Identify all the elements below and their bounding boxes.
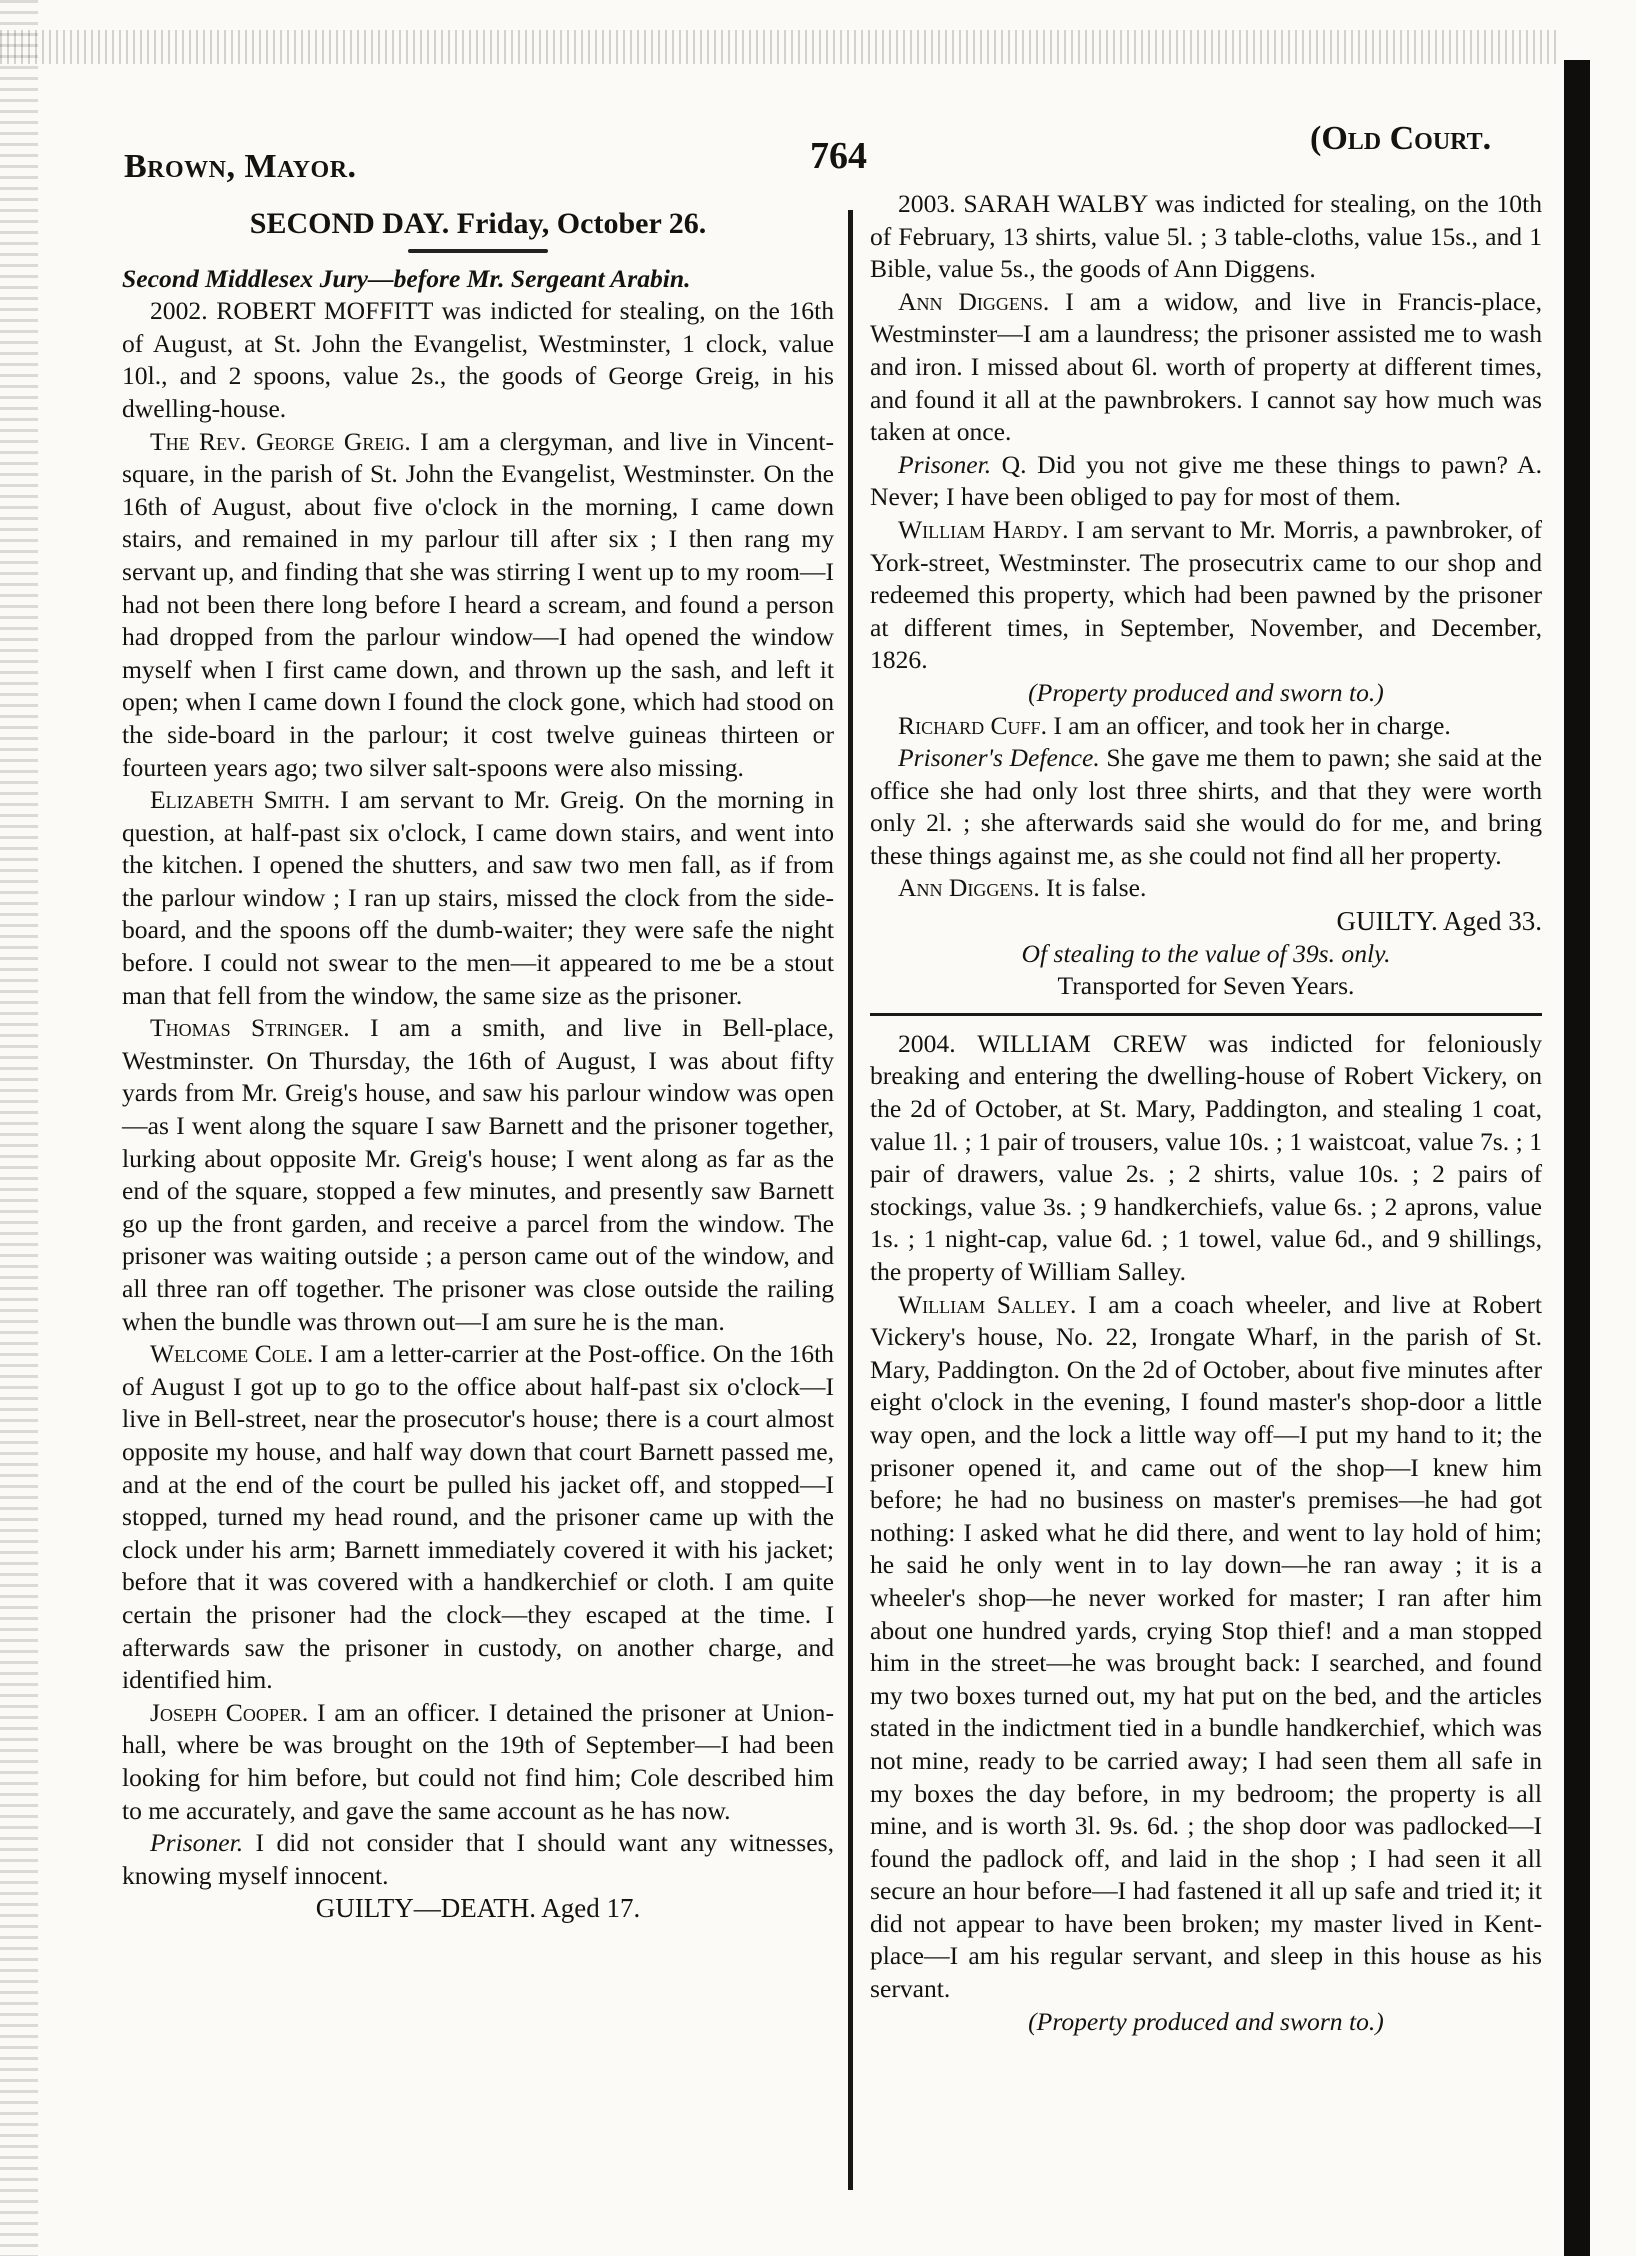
court-line: Second Middlesex Jury—before Mr. Sergeant Arabin.: [122, 263, 691, 293]
running-header-left: Brown, Mayor.: [124, 148, 357, 185]
case-separator: [870, 1013, 1542, 1016]
reply: [870, 872, 1542, 905]
property-note: (Property produced and sworn to.): [1028, 2006, 1384, 2036]
speaker-name: William Salley.: [898, 1289, 1077, 1319]
prisoner-label: Prisoner.: [150, 1828, 244, 1858]
defence-text: She gave me them to pawn; she said at the office she had only lost three shirts, and that they were worth only 2l. ; she afterwards said she would do for me, and bring these things against me, as she could not find all her property.: [870, 743, 1542, 870]
testimony-text: I am an officer, and took her in charge.: [1053, 710, 1451, 740]
day-heading: SECOND DAY. Friday, October 26.: [249, 207, 707, 240]
case-intro: 2004. WILLIAM CREW was indicted for feloniously breaking and entering the dwelling-house of Robert Vickery, on the 2d of October, at St. Mary, Paddington, and stealing 1 coat, value 1l. ; 1 pair of trousers, value 10s. ; 1 waistcoat, value 7s. ; 1 pair of drawers, value 2s. ; 2 shirts, value 10s. ; 2 pairs of stockings, value 3s. ; 9 handkerchiefs, value 6s. ; 2 aprons, value 1s. ; 1 night-cap, value 6d. ; 1 towel, value 6d., and 9 shillings, the property of William Salley.: [870, 1028, 1542, 1286]
speaker-name: William Hardy.: [898, 514, 1069, 544]
speaker-name: Richard Cuff.: [898, 710, 1047, 740]
adjacent-page-strip: [1592, 0, 1636, 2256]
case-intro: 2003. SARAH WALBY was indicted for stealing, on the 10th of February, 13 shirts, value 5l. ; 3 table-cloths, value 15s., and 1 Bible, value 5s., the goods of Ann Diggens.: [870, 189, 1542, 284]
question: [870, 449, 1542, 514]
running-header-right: (Old Court.: [1310, 120, 1492, 157]
prisoner-statement: [122, 1827, 834, 1892]
testimony-text: I am an officer. I detained the prisoner at Union-hall, where be was brought on the 19th of September—I had been looking for him before, but could not find him; Cole described him to me accurately, and gave the same account as he has now.: [122, 1697, 834, 1825]
speaker-name: Elizabeth Smith.: [150, 785, 331, 815]
speaker-name: Ann Diggens.: [898, 873, 1040, 903]
scan-top-smudge: [0, 30, 1560, 64]
verdict: GUILTY—DEATH. Aged 17.: [315, 1893, 641, 1924]
testimony-text: I am a letter-carrier at the Post-office. On the 16th of August I got up to go to the office about half-past six o'clock—I live in Bell-street, near the prosecutor's house; there is a court almost opposite my house, and half way down that court Barnett passed me, and at the end of the court be pulled his jacket off, and stopped—I stopped, turned my head round, and the prisoner came up with the clock under his arm; Barnett immediately covered it with his jacket; before that it was covered with a handkerchief or cloth. I am quite certain the prisoner had the clock—they escaped at the time. I afterwards saw the prisoner in custody, on another charge, and identified him.: [122, 1339, 834, 1695]
speaker-name: Ann Diggens.: [898, 286, 1050, 316]
ornament-rule: [408, 249, 548, 253]
sentence-line: Of stealing to the value of 39s. only.: [1021, 938, 1391, 968]
testimony: [870, 514, 1542, 677]
prisoner-label: Prisoner.: [898, 449, 992, 479]
speaker-name: The Rev. George Greig.: [150, 426, 411, 456]
verdict: GUILTY. Aged 33.: [1336, 906, 1542, 937]
testimony: [122, 1012, 834, 1338]
testimony: [870, 710, 1542, 743]
scan-left-edge: [0, 0, 38, 2256]
testimony: [122, 426, 834, 785]
defence-label: Prisoner's Defence.: [898, 743, 1100, 773]
defence: [870, 742, 1542, 872]
page-number: 764: [810, 135, 867, 177]
testimony: [870, 1289, 1542, 2006]
testimony: [122, 784, 834, 1012]
testimony-text: I am servant to Mr. Morris, a pawnbroker, of York-street, Westminster. The prosecutrix came to our shop and redeemed this property, which had been pawned by the prisoner at different times, in September, November, and December, 1826.: [870, 514, 1542, 675]
prisoner-text: I did not consider that I should want any witnesses, knowing myself innocent.: [122, 1828, 834, 1890]
speaker-name: Welcome Cole.: [150, 1339, 314, 1369]
testimony-text: I am a coach wheeler, and live at Robert Vickery's house, No. 22, Irongate Wharf, in the parish of St. Mary, Paddington. On the 2d of October, about five minutes after eight o'clock in the evening, I found master's shop-door a little way open, and the lock a little way off—I put my hand to it; the prisoner opened it, and came out of the shop—I knew him before; he had no business on master's premises—he had got nothing: I asked what he did there, and went to lay hold of him; he said he only went in to lay down—he ran away ; it is a wheeler's shop—he never worked for master; I ran after him about one hundred yards, crying Stop thief! and a man stopped him in the street—he was brought back: I searched, and found my two boxes turned out, my hat put on the bed, and the articles stated in the indictment tied in a bundle handkerchief, which was not mine, ready to be carried away; I had seen them all safe in my boxes the day before, in my bedroom; the property is all mine, and is worth 3l. 9s. 6d. ; the shop door was padlocked—I found the padlock off, and laid in the shop ; I had seen it all secure an hour before—I had fastened it all up safe and tried it; it did not appear to have been broken; my master lived in Kent-place—I am his regular servant, and sleep in this house as his servant.: [870, 1289, 1543, 2004]
testimony: [122, 1338, 834, 1697]
left-column: [122, 208, 834, 1925]
speaker-name: Thomas Stringer.: [150, 1013, 350, 1043]
testimony: [870, 286, 1542, 449]
testimony-text: I am a widow, and live in Francis-place, Westminster—I am a laundress; the prisoner assisted me to wash and iron. I missed about 6l. worth of property at different times, and found it all at the pawnbrokers. I cannot say how much was taken at once.: [870, 286, 1542, 447]
right-column: [870, 188, 1542, 2038]
scan-right-border: [1564, 60, 1590, 2256]
question-text: Q. Did you not give me these things to pawn? A. Never; I have been obliged to pay for most of them.: [870, 449, 1542, 512]
testimony-text: I am a smith, and live in Bell-place, Westminster. On Thursday, the 16th of August, I was about fifty yards from Mr. Greig's house, and saw his parlour window was open—as I went along the square I saw Barnett and the prisoner together, lurking about opposite Mr. Greig's house; I went along as far as the end of the square, stopped a few minutes, and presently saw Barnett go up the front garden, and receive a parcel from the window. The prisoner was waiting outside ; a person came out of the window, and all three ran off together. The prisoner was close outside the railing when the bundle was thrown out—I am sure he is the man.: [122, 1013, 835, 1336]
sentence-line: Transported for Seven Years.: [1057, 971, 1355, 1001]
testimony: [122, 1697, 834, 1827]
case-intro: 2002. ROBERT MOFFITT was indicted for stealing, on the 16th of August, at St. John the Evangelist, Westminster, 1 clock, value 10l., and 2 spoons, value 2s., the goods of George Greig, in his dwelling-house.: [122, 296, 834, 423]
speaker-name: Joseph Cooper.: [150, 1697, 309, 1727]
property-note: (Property produced and sworn to.): [1028, 677, 1384, 707]
reply-text: It is false.: [1046, 873, 1147, 903]
column-divider: [848, 210, 853, 2190]
testimony-text: I am servant to Mr. Greig. On the morning in question, at half-past six o'clock, I came down stairs, and went into the kitchen. I opened the shutters, and saw two men fall, as if from the parlour window ; I ran up stairs, missed the clock from the side-board, and the spoons off the dumb-waiter; they were safe the night before. I could not swear to the men—it appeared to me be a stout man that fell from the window, the same size as the prisoner.: [122, 785, 835, 1010]
testimony-text: I am a clergyman, and live in Vincent-square, in the parish of St. John the Evangelist, Westminster. On the 16th of August, about five o'clock in the morning, I came down stairs, and remained in my parlour till after six ; I then rang my servant up, and finding that she was stirring I went up to my room—I had not been there long before I heard a scream, and found a person had dropped from the parlour window—I had opened the window myself when I first came down, and thrown up the sash, and left it open; when I came down I found the clock gone, which had stood on the side-board in the parlour; it cost twelve guineas thirteen or fourteen years ago; two silver salt-spoons were also missing.: [122, 426, 835, 782]
